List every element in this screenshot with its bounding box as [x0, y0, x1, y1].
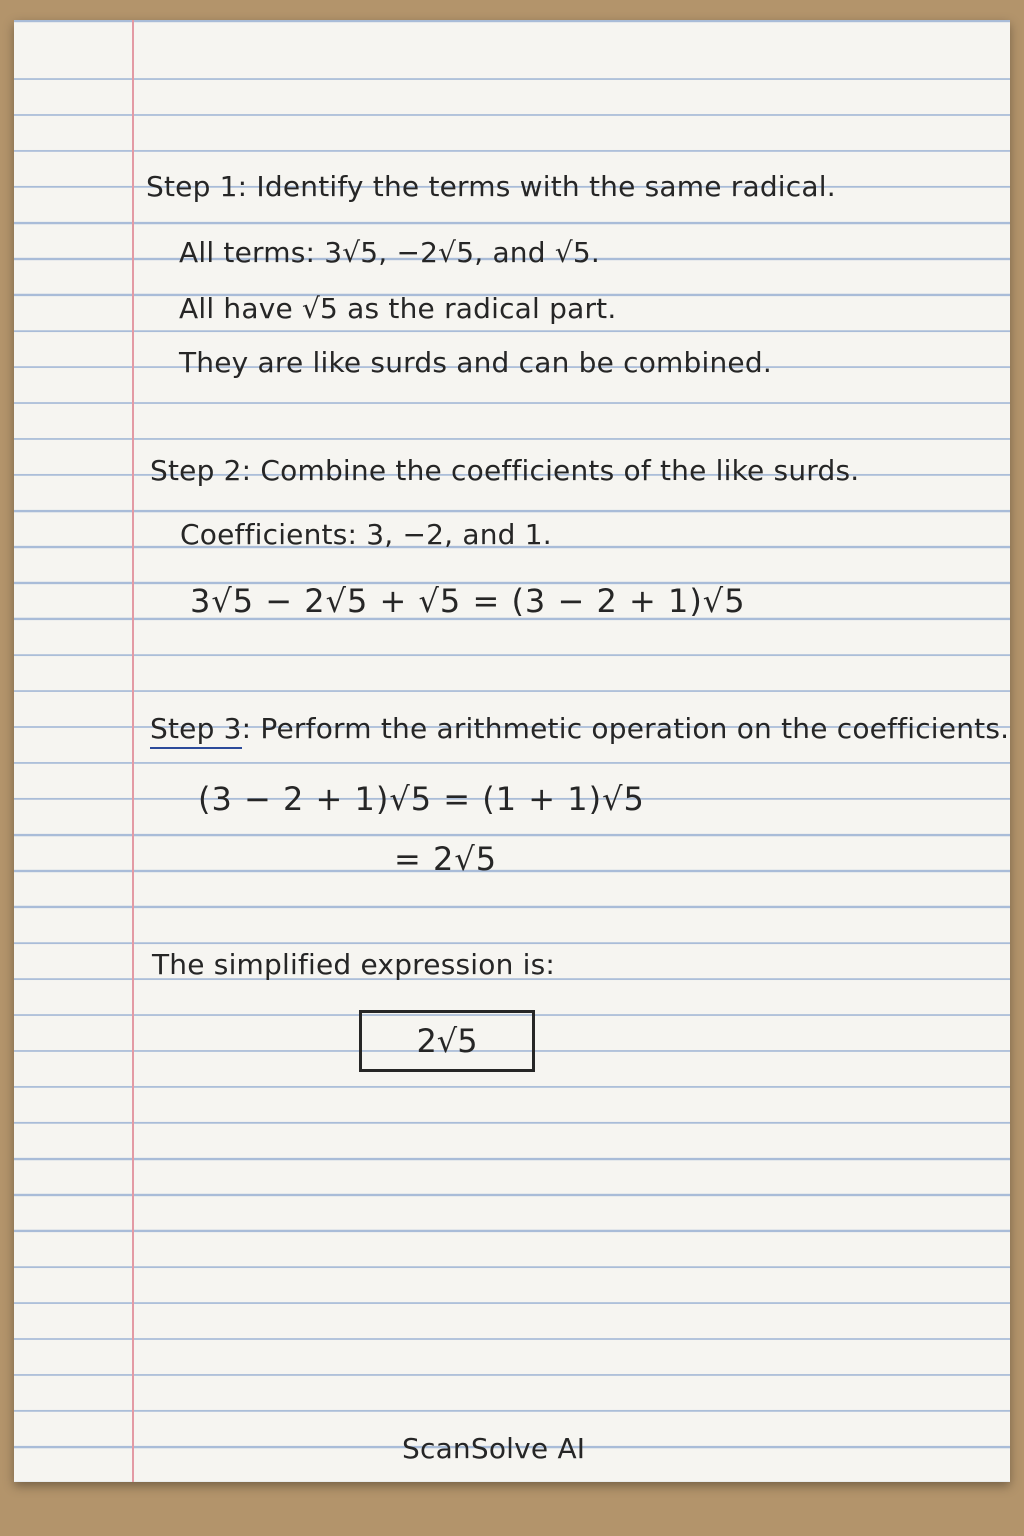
step-1-line-3: They are like surds and can be combined.	[179, 346, 772, 379]
step-3-equation-1: (3 − 2 + 1)√5 = (1 + 1)√5	[198, 780, 645, 818]
step-2-label: Step 2	[150, 454, 242, 487]
step-3-heading	[150, 712, 1009, 745]
step-2-text: : Combine the coefficients of the like surds.	[241, 454, 860, 487]
step-2-heading	[150, 454, 859, 487]
step-3-equation-2: = 2√5	[394, 840, 498, 878]
step-3-label: Step 3	[150, 712, 242, 749]
conclusion-text: The simplified expression is:	[152, 948, 556, 981]
step-1-line-2: All have √5 as the radical part.	[179, 292, 617, 325]
notebook-page	[14, 20, 1010, 1482]
step-1-line-1: All terms: 3√5, −2√5, and √5.	[179, 236, 600, 269]
answer-value: 2√5	[416, 1022, 478, 1060]
step-1-text: : Identify the terms with the same radical.	[237, 170, 836, 203]
step-1-label: Step 1	[146, 170, 238, 203]
step-2-equation: 3√5 − 2√5 + √5 = (3 − 2 + 1)√5	[190, 582, 746, 620]
brand-signature: ScanSolve AI	[402, 1432, 586, 1465]
answer-box	[359, 1010, 535, 1072]
step-2-line-1: Coefficients: 3, −2, and 1.	[180, 518, 552, 551]
step-1-heading	[146, 170, 836, 203]
margin-line	[132, 20, 134, 1482]
step-3-text: : Perform the arithmetic operation on the coefficients.	[241, 712, 1010, 745]
